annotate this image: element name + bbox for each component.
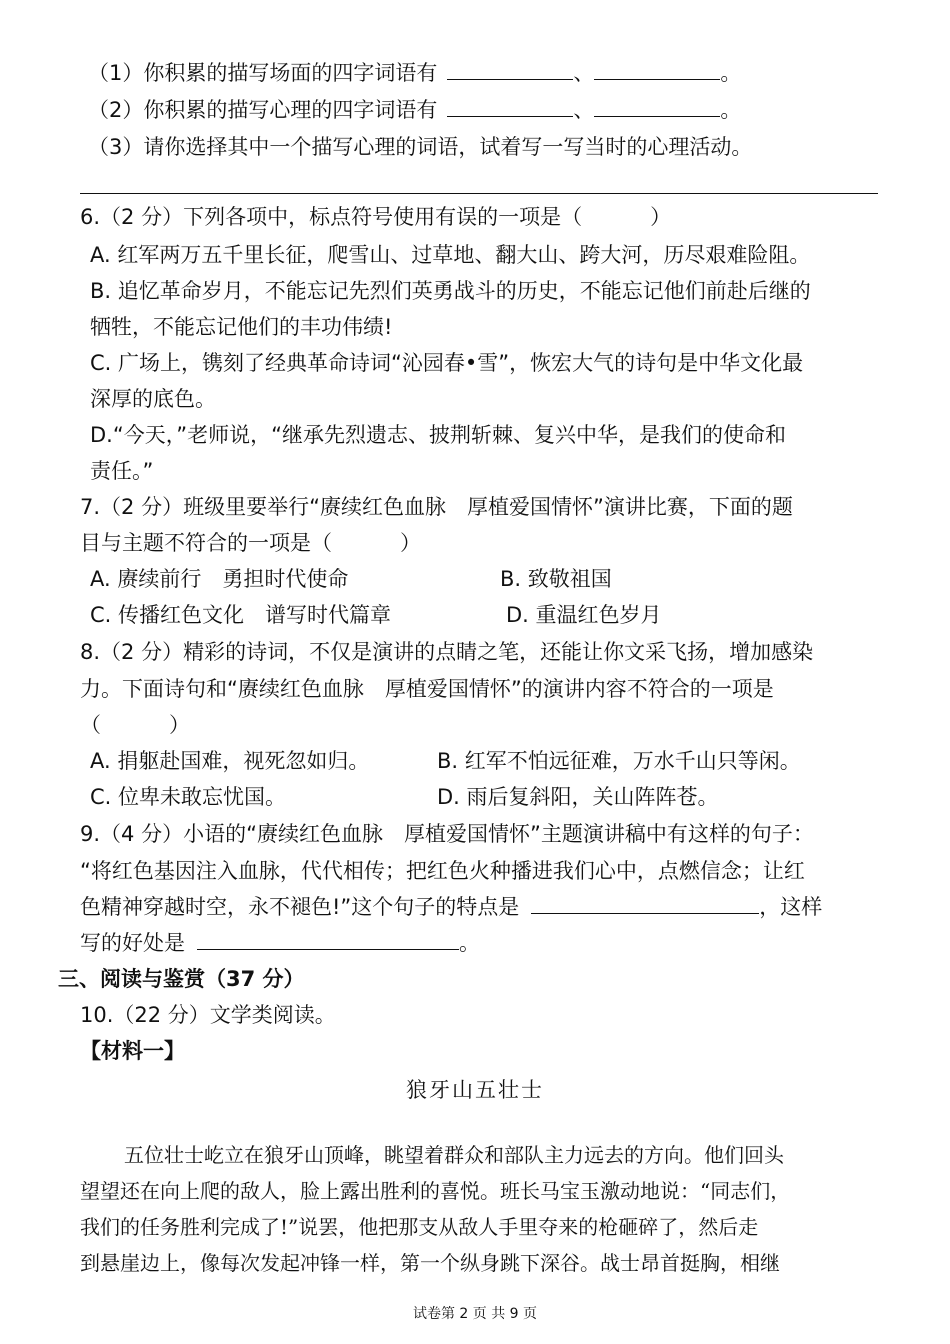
passage-line: 我们的任务胜利完成了!”说罢，他把那支从敌人手里夺来的枪砸碎了，然后走 bbox=[80, 1215, 759, 1239]
page-footer: 试卷第 2 页 共 9 页 bbox=[412, 1306, 538, 1322]
q8-stem: 8.（2 分）精彩的诗词，不仅是演讲的点睛之笔，还能让你文采飞扬，增加感染 bbox=[80, 640, 814, 664]
q7-stem: 7.（2 分）班级里要举行“赓续红色血脉 厚植爱国情怀”演讲比赛，下面的题 bbox=[80, 495, 793, 519]
q5-line-1: （1）你积累的描写场面的四字词语有 、 。 bbox=[88, 61, 742, 85]
passage-line: 到悬崖边上，像每次发起冲锋一样，第一个纵身跳下深谷。战士昂首挺胸，相继 bbox=[80, 1251, 780, 1275]
q9-line-4: 写的好处是 。 bbox=[80, 931, 480, 955]
passage-line: 望望还在向上爬的敌人，脸上露出胜利的喜悦。班长马宝玉激动地说：“同志们， bbox=[80, 1179, 791, 1203]
q6-option-d: D.“今天，”老师说，“继承先烈遗志、披荆斩棘、复兴中华，是我们的使命和 bbox=[90, 423, 786, 447]
q8-option-d: D. 雨后复斜阳，关山阵阵苍。 bbox=[437, 785, 719, 809]
answer-line[interactable] bbox=[80, 193, 878, 194]
answer-blank[interactable] bbox=[197, 929, 459, 950]
q7-option-b: B. 致敬祖国 bbox=[500, 567, 612, 591]
q5-line-3: （3）请你选择其中一个描写心理的词语，试着写一写当时的心理活动。 bbox=[88, 135, 753, 159]
q10-stem: 10.（22 分）文学类阅读。 bbox=[80, 1003, 336, 1027]
q6-option-c: C. 广场上，镌刻了经典革命诗词“沁园春•雪”，恢宏大气的诗句是中华文化最 bbox=[90, 351, 804, 375]
q8-option-a: A. 捐躯赴国难，视死忽如归。 bbox=[90, 749, 370, 773]
q6-option-d-cont: 责任。” bbox=[90, 459, 154, 483]
q7-option-d: D. 重温红色岁月 bbox=[506, 603, 662, 627]
q8-option-b: B. 红军不怕远征难，万水千山只等闲。 bbox=[437, 749, 801, 773]
q8-answer: （ ） bbox=[80, 713, 190, 737]
q9-line-3: 色精神穿越时空，永不褪色!”这个句子的特点是 ，这样 bbox=[80, 895, 823, 919]
q6-option-b: B. 追忆革命岁月，不能忘记先烈们英勇战斗的历史，不能忘记他们前赴后继的 bbox=[90, 279, 811, 303]
answer-blank[interactable] bbox=[594, 96, 720, 117]
answer-blank[interactable] bbox=[531, 893, 759, 914]
q8-option-c: C. 位卑未敢忘忧国。 bbox=[90, 785, 287, 809]
q7-option-c: C. 传播红色文化 谱写时代篇章 bbox=[90, 603, 392, 627]
answer-blank[interactable] bbox=[594, 59, 720, 80]
q9-stem: 9.（4 分）小语的“赓续红色血脉 厚植爱国情怀”主题演讲稿中有这样的句子： bbox=[80, 822, 814, 846]
q6-stem: 6.（2 分）下列各项中，标点符号使用有误的一项是（ ） bbox=[80, 205, 672, 229]
section-heading: 三、阅读与鉴赏（37 分） bbox=[58, 967, 305, 991]
passage-title: 狼牙山五壮士 bbox=[406, 1078, 544, 1102]
q6-option-c-cont: 深厚的底色。 bbox=[90, 387, 216, 411]
q5-line-2: （2）你积累的描写心理的四字词语有 、 。 bbox=[88, 98, 742, 122]
material-label: 【材料一】 bbox=[80, 1039, 185, 1063]
answer-blank[interactable] bbox=[447, 96, 573, 117]
q9-quote: “将红色基因注入血脉，代代相传；把红色火种播进我们心中，点燃信念；让红 bbox=[80, 859, 805, 883]
q8-stem-cont: 力。下面诗句和“赓续红色血脉 厚植爱国情怀”的演讲内容不符合的一项是 bbox=[80, 677, 774, 701]
q7-option-a: A. 赓续前行 勇担时代使命 bbox=[90, 567, 349, 591]
q6-option-b-cont: 牺牲，不能忘记他们的丰功伟绩! bbox=[90, 315, 393, 339]
passage-line: 五位壮士屹立在狼牙山顶峰，眺望着群众和部队主力远去的方向。他们回头 bbox=[124, 1143, 784, 1167]
q6-option-a: A. 红军两万五千里长征，爬雪山、过草地、翻大山、跨大河，历尽艰难险阻。 bbox=[90, 243, 811, 267]
q7-stem-cont: 目与主题不符合的一项是（ ） bbox=[80, 531, 421, 555]
answer-blank[interactable] bbox=[447, 59, 573, 80]
